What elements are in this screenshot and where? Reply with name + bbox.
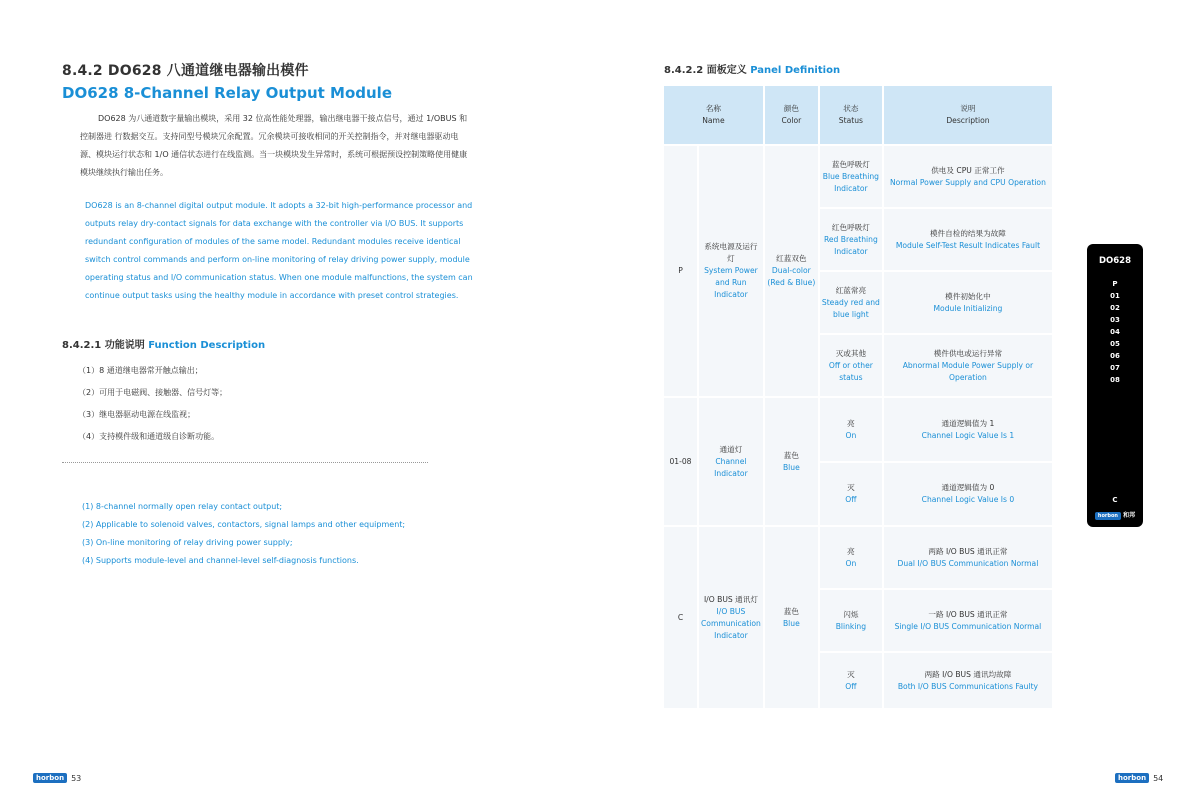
- footer-left: [33, 773, 81, 783]
- header-status: 状态 Status: [819, 85, 883, 145]
- header-name: 名称 Name: [663, 85, 764, 145]
- cell-description: 模件自检的结果为故障 Module Self-Test Result Indicates Fault: [883, 208, 1053, 271]
- list-item: （4）支持模件级和通道级自诊断功能。: [78, 432, 220, 441]
- cell-status: 蓝色呼吸灯 Blue Breathing Indicator: [819, 145, 883, 208]
- list-item: (1) 8-channel normally open relay contact output;: [82, 502, 283, 511]
- divider: [62, 462, 428, 463]
- cell-status: 红蓝常亮 Steady red and blue light: [819, 271, 883, 334]
- led-label: 01: [1110, 292, 1120, 300]
- cell-description: 两路 I/O BUS 通讯正常 Dual I/O BUS Communication Normal: [883, 526, 1053, 589]
- list-item: （1）8 通道继电器常开触点输出；: [78, 366, 203, 375]
- brand-logo: horbon: [1115, 773, 1149, 783]
- led-label: 06: [1110, 352, 1120, 360]
- footer-right: [1115, 773, 1163, 783]
- cell-status: 亮 On: [819, 397, 883, 462]
- cell-name: C: [663, 526, 698, 709]
- header-color: 颜色 Color: [764, 85, 819, 145]
- list-item: (4) Supports module-level and channel-level self-diagnosis functions.: [82, 556, 359, 565]
- cell-indicator: 系统电源及运行灯 System Power and Run Indicator: [698, 145, 764, 397]
- cell-indicator: 通道灯 Channel Indicator: [698, 397, 764, 526]
- module-front-panel: [1087, 244, 1143, 527]
- led-label: 08: [1110, 376, 1120, 384]
- panel-led-labels: [1087, 278, 1143, 386]
- cell-name: 01-08: [663, 397, 698, 526]
- cell-status: 灭 Off: [819, 462, 883, 526]
- list-item: （2）可用于电磁阀、接触器、信号灯等；: [78, 388, 228, 397]
- led-label: P: [1112, 280, 1118, 288]
- function-list-cn: [78, 360, 227, 448]
- led-label: 03: [1110, 316, 1120, 324]
- cell-indicator: I/O BUS 通讯灯 I/O BUS Communication Indicator: [698, 526, 764, 709]
- panel-heading-en: Panel Definition: [750, 65, 841, 76]
- list-item: （3）继电器驱动电源在线监视；: [78, 410, 196, 419]
- panel-brand: [1087, 510, 1143, 519]
- function-heading-en: Function Description: [148, 340, 266, 351]
- cell-description: 通道逻辑值为 1 Channel Logic Value Is 1: [883, 397, 1053, 462]
- function-list-en: [82, 498, 405, 570]
- cell-color: 蓝色 Blue: [764, 526, 819, 709]
- cell-description: 供电及 CPU 正常工作 Normal Power Supply and CPU Operation: [883, 145, 1053, 208]
- page-number: 53: [71, 773, 82, 783]
- list-item: (2) Applicable to solenoid valves, contactors, signal lamps and other equipment;: [82, 520, 406, 529]
- cell-status: 亮 On: [819, 526, 883, 589]
- led-label: 04: [1110, 328, 1120, 336]
- panel-brand-cn: 和邦: [1123, 512, 1136, 519]
- led-label-c: C: [1112, 496, 1118, 504]
- table-row: [663, 145, 1053, 208]
- cell-description: 两路 I/O BUS 通讯均故障 Both I/O BUS Communications Faulty: [883, 652, 1053, 709]
- function-heading-cn: 8.4.2.1 功能说明: [62, 340, 145, 351]
- cell-description: 一路 I/O BUS 通讯正常 Single I/O BUS Communication Normal: [883, 589, 1053, 652]
- section-heading-cn: 8.4.2 DO628 八通道继电器输出模件: [62, 63, 309, 79]
- panel-model-label: DO628: [1098, 256, 1132, 266]
- led-label: 07: [1110, 364, 1120, 372]
- cell-name: P: [663, 145, 698, 397]
- table-row: [663, 526, 1053, 589]
- panel-definition-table: [662, 84, 1054, 710]
- table-header-row: [663, 85, 1053, 145]
- table-row: [663, 397, 1053, 462]
- function-heading: [62, 336, 265, 351]
- list-item: (3) On-line monitoring of relay driving power supply;: [82, 538, 293, 547]
- section-heading-en: DO628 8-Channel Relay Output Module: [62, 84, 392, 102]
- panel-heading-cn: 8.4.2.2 面板定义: [664, 65, 747, 76]
- panel-brand-logo: horbon: [1095, 512, 1121, 520]
- cell-status: 灭或其他 Off or other status: [819, 334, 883, 397]
- cell-description: 模件初始化中 Module Initializing: [883, 271, 1053, 334]
- cell-status: 灭 Off: [819, 652, 883, 709]
- led-label: 02: [1110, 304, 1120, 312]
- cell-color: 红蓝双色 Dual-color (Red & Blue): [764, 145, 819, 397]
- cell-color: 蓝色 Blue: [764, 397, 819, 526]
- intro-paragraph-en: DO628 is an 8-channel digital output module. It adopts a 32-bit high-performance processor and outputs relay dry-contact signals for data exchange with the controller via I/O BUS. It supports redundant configuration of modules of the same model. Redundant modules receive identical switch control commands and perform on-line monitoring of relay driving power supply, module operating status and I/O communication status. When one module malfunctions, the system can continue output tasks using the healthy module in accordance with preset control strategies.: [85, 201, 473, 300]
- brand-logo: horbon: [33, 773, 67, 783]
- intro-paragraph-cn: DO628 为八通道数字量输出模块，采用 32 位高性能处理器，输出继电器干接点信号，通过 1/OBUS 和控制器进 行数据交互。支持同型号模块冗余配置。冗余模块可接收相同的开关控制指令，并对继电器驱动电源、模块运行状态和 1/O 通信状态进行在线监测。当一块模块发生异常时，系统可根据预设控制策略使用健康模块继续执行输出任务。: [80, 114, 468, 177]
- header-description: 说明 Description: [883, 85, 1053, 145]
- cell-description: 模件供电或运行异常 Abnormal Module Power Supply or Operation: [883, 334, 1053, 397]
- led-label: 05: [1110, 340, 1120, 348]
- cell-status: 闪烁 Blinking: [819, 589, 883, 652]
- cell-status: 红色呼吸灯 Red Breathing Indicator: [819, 208, 883, 271]
- cell-description: 通道逻辑值为 0 Channel Logic Value Is 0: [883, 462, 1053, 526]
- panel-heading: [664, 61, 840, 76]
- page-number: 54: [1153, 773, 1164, 783]
